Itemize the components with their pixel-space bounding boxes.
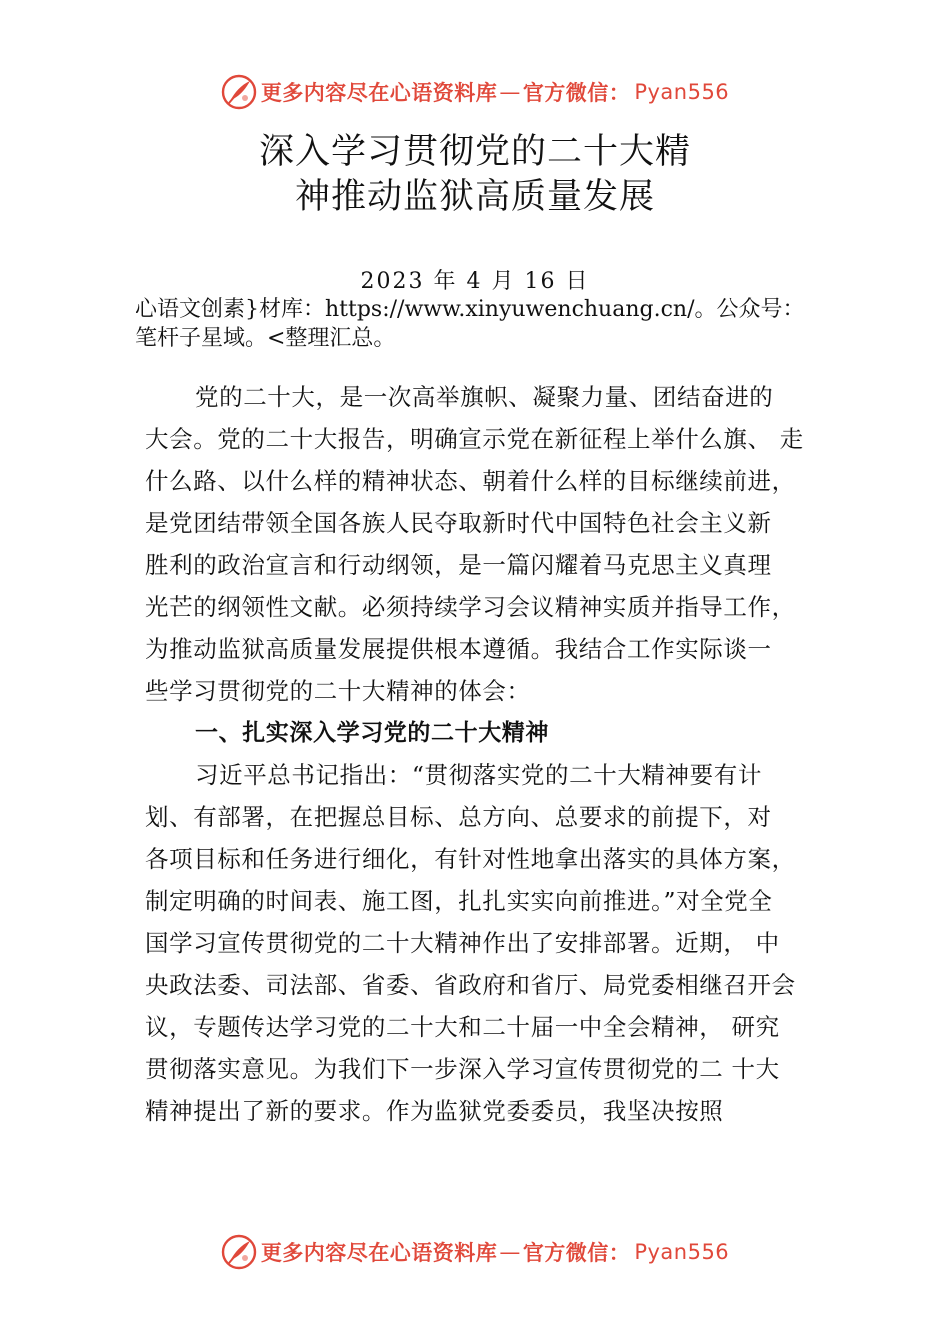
- paragraph-2-line: 议，专题传达学习党的二十大和二十届一中全会精神， 研究: [145, 1013, 780, 1041]
- banner-dash: —: [499, 80, 521, 104]
- paragraph-2-line: 各项目标和任务进行细化，有针对性地拿出落实的具体方案，: [145, 845, 796, 873]
- source-note: [135, 295, 875, 353]
- title-line-1: 深入学习贯彻党的二十大精: [258, 132, 691, 172]
- paragraph-2-line: 习近平总书记指出：“贯彻落实党的二十大精神要有计: [195, 761, 762, 789]
- paragraph-1-line: 光芒的纲领性文献。必须持续学习会议精神实质并指导工作，: [145, 593, 796, 621]
- banner-wechat-id: Pyan556: [634, 80, 730, 104]
- banner-text: 更多内容尽在心语资料库: [260, 1241, 498, 1265]
- paragraph-1-line: 什么路、以什么样的精神状态、朝着什么样的目标继续前进，: [145, 467, 796, 495]
- source-line-2: 笔杆子星域。<整理汇总。: [135, 326, 396, 351]
- paragraph-2-line: 国学习宣传贯彻党的二十大精神作出了安排部署。近期， 中: [145, 929, 780, 957]
- footer-watermark-banner: [0, 1232, 950, 1272]
- paragraph-1-line: 是党团结带领全国各族人民夺取新时代中国特色社会主义新: [145, 509, 772, 537]
- quill-logo-icon: [221, 74, 257, 110]
- section-heading-1: 一、扎实深入学习党的二十大精神: [195, 720, 549, 746]
- document-title: [0, 130, 950, 220]
- paragraph-2-line: 划、有部署，在把握总目标、总方向、总要求的前提下，对: [145, 803, 772, 831]
- paragraph-2-line: 精神提出了新的要求。作为监狱党委委员，我坚决按照: [145, 1097, 724, 1125]
- paragraph-2-line: 央政法委、司法部、省委、省政府和省厅、局党委相继召开会: [145, 971, 796, 999]
- document-body: [145, 376, 825, 1132]
- paragraph-1-line: 大会。党的二十大报告，明确宣示党在新征程上举什么旗、 走: [145, 425, 804, 453]
- paragraph-1-line: 胜利的政治宣言和行动纲领，是一篇闪耀着马克思主义真理: [145, 551, 772, 579]
- paragraph-2-line: 制定明确的时间表、施工图，扎扎实实向前推进。”对全党全: [145, 887, 773, 915]
- banner-dash: —: [499, 1240, 521, 1264]
- header-watermark-banner: [0, 72, 950, 112]
- banner-text: 更多内容尽在心语资料库: [260, 81, 498, 105]
- source-line-1: 心语文创素}材库：https://www.xinyuwenchuang.cn/。公众号：: [135, 297, 805, 322]
- paragraph-2-line: 贯彻落实意见。为我们下一步深入学习宣传贯彻党的二 十大: [145, 1055, 780, 1083]
- paragraph-1-line: 为推动监狱高质量发展提供根本遵循。我结合工作实际谈一: [145, 635, 772, 663]
- banner-wechat-label: 官方微信：: [522, 81, 631, 105]
- quill-logo-icon: [221, 1234, 257, 1270]
- banner-wechat-id: Pyan556: [634, 1240, 730, 1264]
- banner-wechat-label: 官方微信：: [522, 1241, 631, 1265]
- title-line-2: 神推动监狱高质量发展: [294, 177, 655, 217]
- paragraph-1-line: 党的二十大，是一次高举旗帜、凝聚力量、团结奋进的: [195, 383, 774, 411]
- document-date: 2023 年 4 月 16 日: [360, 269, 590, 294]
- paragraph-1-line: 些学习贯彻党的二十大精神的体会：: [145, 677, 531, 705]
